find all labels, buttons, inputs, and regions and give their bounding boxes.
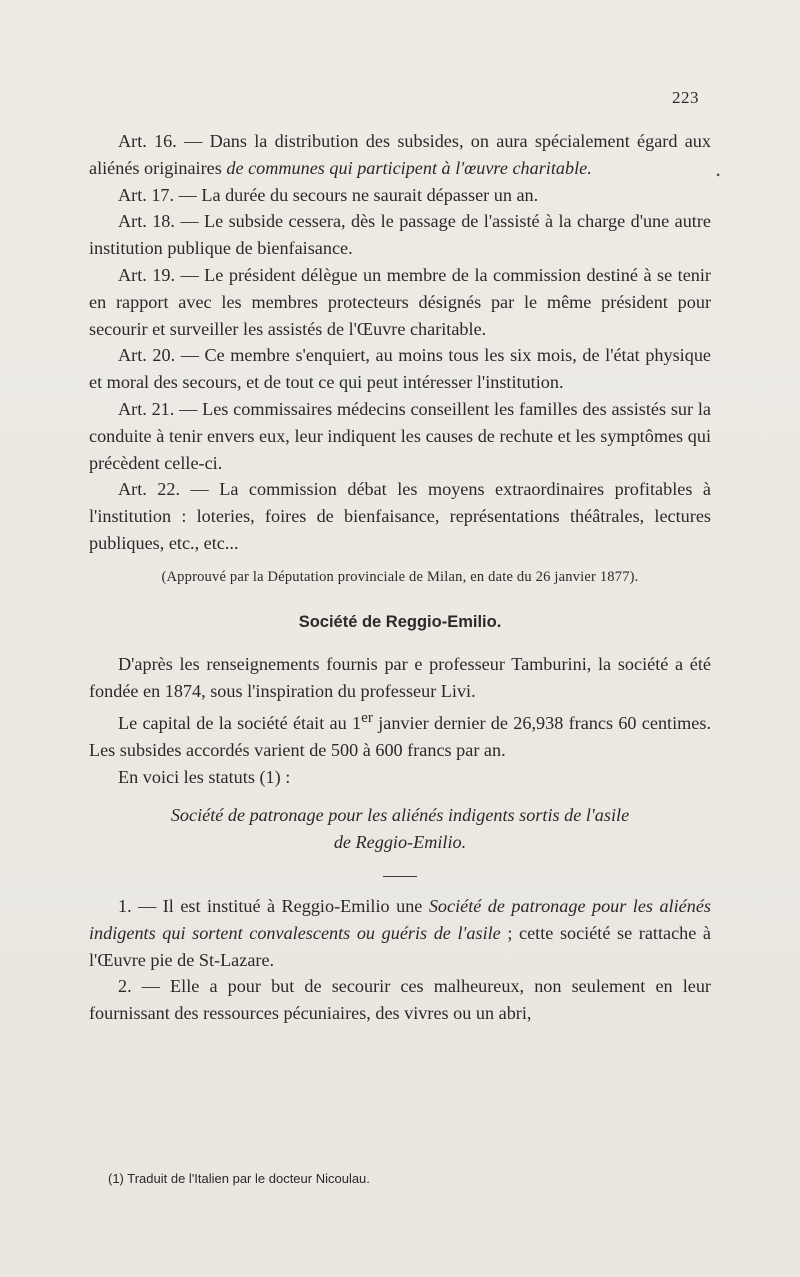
article-19: Art. 19. — Le président délègue un membre de la commission destiné à se tenir en rapport avec les membres protecteurs désignés par le même président pour secourir et surveiller les assistés de l'Œuvre charitable.	[89, 264, 711, 339]
statute-item-1	[89, 893, 711, 973]
article-21: Art. 21. — Les commissaires médecins conseillent les familles des assistés sur la conduite à tenir envers eux, leur indiquent les causes de rechute et les symptômes qui précèdent celle-ci.	[89, 398, 711, 473]
page-number: 223	[672, 88, 699, 107]
capital-text-before: Le capital de la société était au 1	[118, 713, 362, 733]
paragraph-origin: D'après les renseignements fournis par e professeur Tamburini, la société a été fondée en 1874, sous l'inspiration du professeur Livi.	[89, 654, 711, 702]
body-text	[89, 128, 711, 1027]
statute-title	[89, 802, 711, 856]
item-1-tail: ; cette société se rattache à l'Œuvre pie de St-Lazare.	[89, 922, 711, 970]
item-1-lead: 1. — Il est institué à Reggio-Emilio une	[118, 895, 429, 916]
statute-item-2: 2. — Elle a pour but de secourir ces malheureux, non seulement en leur fournissant des ressources pécuniaires, des vivres ou un abri,	[89, 976, 711, 1024]
paragraph-statutes-intro: En voici les statuts (1) :	[118, 766, 291, 787]
footnote: (1) Traduit de l'Italien par le docteur Nicoulau.	[108, 1171, 370, 1186]
statute-title-line1: Société de patronage pour les aliénés indigents sortis de l'asile	[170, 805, 630, 826]
statute-title-line2: de Reggio-Emilio.	[333, 832, 467, 853]
article-16	[89, 128, 711, 182]
item-1-italic: Société de patronage pour les aliénés indigents qui sortent convalescents ou guéris de l'asile	[89, 895, 711, 943]
margin-mark-icon: •	[716, 168, 721, 182]
capital-superscript: er	[361, 708, 373, 726]
divider-rule	[383, 876, 417, 877]
approval-note: (Approuvé par la Députation provinciale de Milan, en date du 26 janvier 1877).	[161, 568, 639, 585]
section-heading: Société de Reggio-Emilio.	[298, 612, 502, 631]
article-20: Art. 20. — Ce membre s'enquiert, au moins tous les six mois, de l'état physique et moral des secours, et de tout ce qui peut intéresser l'institution.	[89, 345, 711, 393]
article-17: Art. 17. — La durée du secours ne saurait dépasser un an.	[118, 184, 539, 205]
article-16-text: Art. 16. — Dans la distribution des subsides, on aura spécialement égard aux aliénés originaires	[89, 131, 711, 178]
capital-text-after: janvier dernier de 26,938 francs 60 centimes. Les subsides accordés varient de 500 à 600 francs par an.	[89, 713, 711, 760]
article-16-italic: de communes qui participent à l'œuvre charitable.	[226, 157, 592, 178]
article-22: Art. 22. — La commission débat les moyens extraordinaires profitables à l'institution : loteries, foires de bienfaisance, représentations théâtrales, lectures publiques, etc., etc...	[89, 479, 711, 553]
paragraph-capital	[89, 705, 711, 764]
article-18: Art. 18. — Le subside cessera, dès le passage de l'assisté à la charge d'une autre institution publique de bienfaisance.	[89, 211, 711, 259]
